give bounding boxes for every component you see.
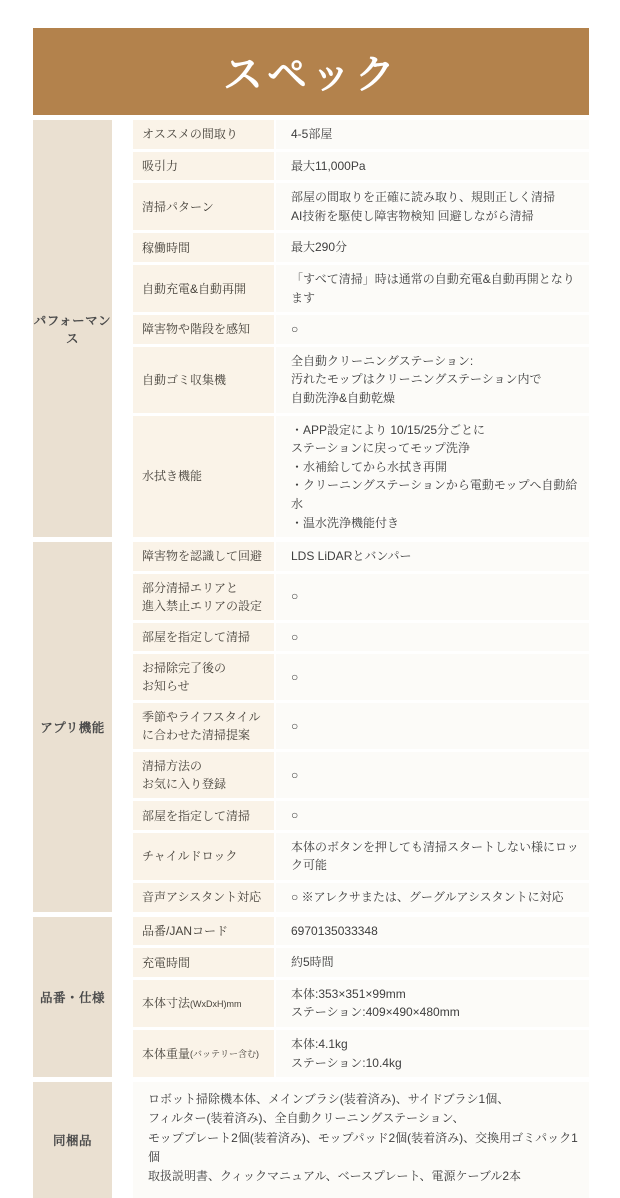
spec-value: 約5時間 — [276, 948, 589, 977]
spec-label: 部屋を指定して清掃 — [133, 623, 274, 652]
spec-label: 障害物を認識して回避 — [133, 542, 274, 571]
table-row — [133, 233, 589, 262]
spec-value: ・APP設定により 10/15/25分ごとに ステーションに戻ってモップ洗浄 ・水補給してから水拭き再開 ・クリーニングステーションから電動モップへ自動給水 ・温水洗浄機能付き — [276, 416, 589, 538]
spec-label — [133, 1030, 274, 1077]
spec-value: 最大290分 — [276, 233, 589, 262]
table-row — [133, 152, 589, 181]
spec-value: ○ — [276, 703, 589, 749]
section-app-features — [33, 542, 589, 912]
table-row — [133, 347, 589, 413]
spec-label-main: 本体寸法 — [142, 996, 191, 1011]
category-label-model-specs: 品番・仕様 — [33, 917, 112, 1078]
category-label-included-items: 同梱品 — [33, 1082, 112, 1198]
table-row — [133, 574, 589, 620]
table-row — [133, 801, 589, 830]
spec-value: ○ — [276, 654, 589, 700]
spec-value: 「すべて清掃」時は通常の自動充電&自動再開となります — [276, 265, 589, 312]
table-row — [133, 752, 589, 798]
spec-value: 本体:353×351×99mm ステーション:409×490×480mm — [276, 980, 589, 1027]
spec-label: 清掃パターン — [133, 183, 274, 230]
spec-label: 障害物や階段を感知 — [133, 315, 274, 344]
spec-value: LDS LiDARとバンパー — [276, 542, 589, 571]
spec-label: お掃除完了後の お知らせ — [133, 654, 274, 700]
table-row — [133, 833, 589, 880]
spec-label: 充電時間 — [133, 948, 274, 977]
spec-value: 4-5部屋 — [276, 120, 589, 149]
category-label-app-features: アプリ機能 — [33, 542, 112, 912]
spec-label: 音声アシスタント対応 — [133, 883, 274, 912]
spec-label: 品番/JANコード — [133, 917, 274, 946]
section-model-specs — [33, 917, 589, 1078]
spec-header-banner — [33, 28, 589, 115]
spec-value: ○ — [276, 752, 589, 798]
spec-value: 本体のボタンを押しても清掃スタートしない様にロック可能 — [276, 833, 589, 880]
spec-label: 自動ゴミ収集機 — [133, 347, 274, 413]
table-row — [133, 183, 589, 230]
spec-value: ○ ※アレクサまたは、グーグルアシスタントに対応 — [276, 883, 589, 912]
spec-label: 稼働時間 — [133, 233, 274, 262]
table-row — [133, 883, 589, 912]
table-row — [133, 654, 589, 700]
spec-label: 清掃方法の お気に入り登録 — [133, 752, 274, 798]
table-row — [133, 703, 589, 749]
spec-table — [33, 120, 589, 1198]
table-row — [133, 315, 589, 344]
table-row — [133, 980, 589, 1027]
section-included-items — [33, 1082, 589, 1198]
table-row — [133, 948, 589, 977]
page-title: スペック — [223, 53, 399, 97]
spec-value: ○ — [276, 623, 589, 652]
spec-label: 水拭き機能 — [133, 416, 274, 538]
table-row — [133, 1082, 589, 1198]
spec-label: 季節やライフスタイル に合わせた清掃提案 — [133, 703, 274, 749]
spec-label-unit: (WxDxH)mm — [190, 998, 242, 1009]
spec-label: 自動充電&自動再開 — [133, 265, 274, 312]
spec-label-main: 本体重量 — [142, 1046, 191, 1061]
spec-label — [133, 980, 274, 1027]
spec-label: オススメの間取り — [133, 120, 274, 149]
spec-value: 最大11,000Pa — [276, 152, 589, 181]
spec-label-unit: (バッテリー含む) — [190, 1048, 260, 1059]
spec-label: チャイルドロック — [133, 833, 274, 880]
spec-value: ○ — [276, 574, 589, 620]
category-label-performance: パフォーマンス — [33, 120, 112, 537]
table-row — [133, 917, 589, 946]
table-row — [133, 1030, 589, 1077]
table-row — [133, 265, 589, 312]
spec-value: ○ — [276, 801, 589, 830]
spec-value: 6970135033348 — [276, 917, 589, 946]
table-row — [133, 623, 589, 652]
spec-value: 本体:4.1kg ステーション:10.4kg — [276, 1030, 589, 1077]
spec-value: 全自動クリーニングステーション: 汚れたモップはクリーニングステーション内で 自動洗浄&自動乾燥 — [276, 347, 589, 413]
spec-label: 部屋を指定して清掃 — [133, 801, 274, 830]
spec-value: ○ — [276, 315, 589, 344]
spec-value: 部屋の間取りを正確に読み取り、規則正しく清掃 AI技術を駆使し障害物検知 回避しながら清掃 — [276, 183, 589, 230]
table-row — [133, 416, 589, 538]
table-row — [133, 542, 589, 571]
included-items-text: ロボット掃除機本体、メインブラシ(装着済み)、サイドブラシ1個、 フィルター(装着済み)、全自動クリーニングステーション、 モッププレート2個(装着済み)、モップパッド2個(装着済み)、交換用ゴミパック1個 取扱説明書、クィックマニュアル、ベースプレート、電源ケーブル2本 — [133, 1082, 589, 1198]
spec-label: 部分清掃エリアと 進入禁止エリアの設定 — [133, 574, 274, 620]
section-performance — [33, 120, 589, 537]
table-row — [133, 120, 589, 149]
spec-label: 吸引力 — [133, 152, 274, 181]
